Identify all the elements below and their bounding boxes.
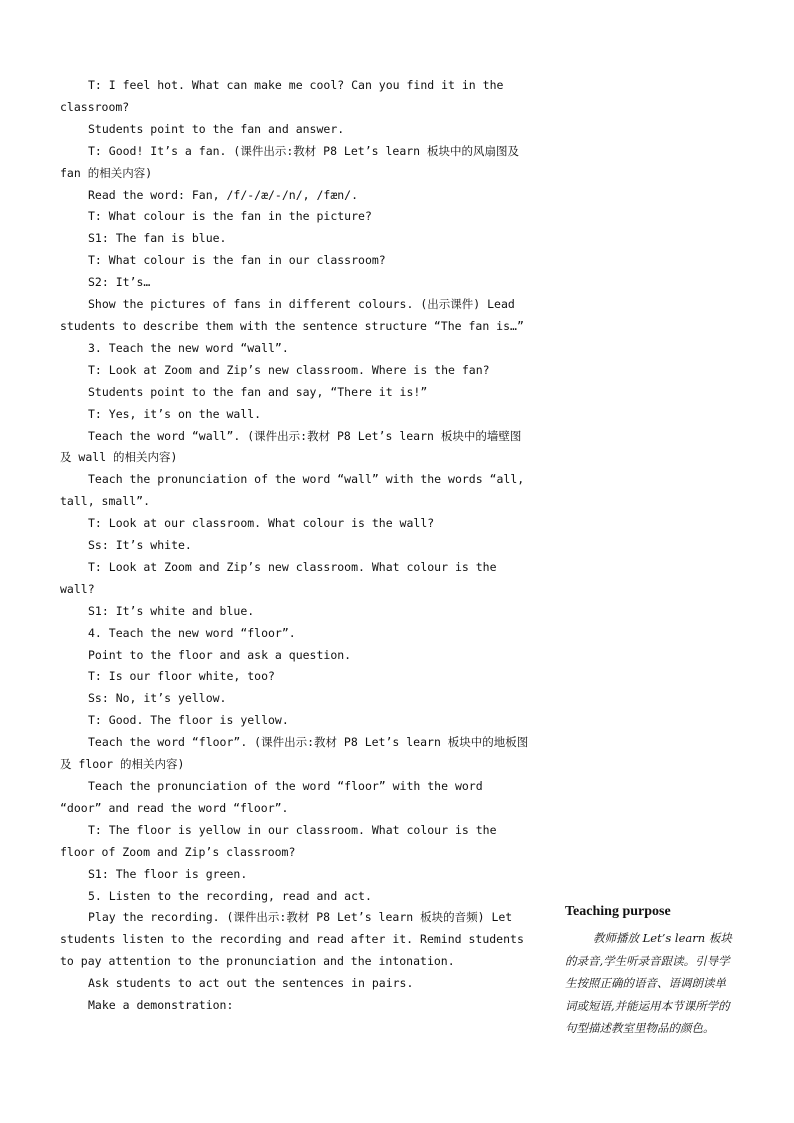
sidebar-heading: Teaching purpose	[565, 904, 671, 919]
section-step: 5. Listen to the recording, read and act.	[88, 888, 372, 903]
paragraph: T: Look at our classroom. What colour is the wall?	[88, 516, 435, 531]
paragraph: Teach the word “floor”. (课件出示:教材 P8 Let’s learn 板块中的地板图及 floor 的相关内容)	[60, 735, 529, 772]
paragraph: Students point to the fan and say, “There it is!”	[88, 384, 428, 399]
paragraph: S1: The fan is blue.	[88, 231, 227, 246]
paragraph: S1: It’s white and blue.	[88, 603, 255, 618]
sidebar-body: 教师播放 Let’s learn 板块的录音,学生听录音跟读。引导学生按照正确的语音、语调朗读单词或短语,并能运用本节课所学的句型描述教室里物品的颜色。	[565, 931, 732, 1035]
paragraph: Teach the word “wall”. (课件出示:教材 P8 Let’s learn 板块中的墙壁图及 wall 的相关内容)	[60, 428, 522, 465]
paragraph: Ss: No, it’s yellow.	[88, 691, 227, 706]
paragraph: T: Yes, it’s on the wall.	[88, 406, 262, 421]
paragraph: T: What colour is the fan in the picture?	[88, 209, 372, 224]
teaching-purpose-sidebar	[565, 902, 737, 1040]
paragraph: Play the recording. (课件出示:教材 P8 Let’s learn 板块的音频) Let students listen to the recording and read after it. Remind students to pay attention to the pronunciation and the intonation.	[60, 910, 524, 969]
paragraph: T: I feel hot. What can make me cool? Can you find it in the classroom?	[60, 78, 504, 114]
paragraph: T: Is our floor white, too?	[88, 669, 275, 684]
paragraph: Teach the pronunciation of the word “floor” with the word “door” and read the word “floor”.	[60, 779, 483, 815]
paragraph: T: Good! It’s a fan. (课件出示:教材 P8 Let’s learn 板块中的风扇图及 fan 的相关内容)	[60, 143, 520, 180]
section-step: 4. Teach the new word “floor”.	[88, 625, 296, 640]
section-step: 3. Teach the new word “wall”.	[88, 340, 289, 355]
paragraph: Ss: It’s white.	[88, 538, 192, 553]
paragraph: Show the pictures of fans in different colours. (出示课件) Lead students to describe them with the sentence structure “The fan is…”	[60, 297, 524, 333]
paragraph: T: What colour is the fan in our classroom?	[88, 253, 386, 268]
paragraph: T: Look at Zoom and Zip’s new classroom. What colour is the wall?	[60, 559, 497, 596]
main-column	[60, 75, 530, 1017]
paragraph: Students point to the fan and answer.	[88, 121, 345, 136]
paragraph: Teach the pronunciation of the word “wall” with the words “all, tall, small”.	[60, 472, 525, 509]
paragraph: S1: The floor is green.	[88, 866, 248, 881]
paragraph: Read the word: Fan, /f/-/æ/-/n/, /fæn/.	[88, 187, 359, 202]
paragraph: Make a demonstration:	[88, 998, 234, 1013]
paragraph: S2: It’s…	[88, 275, 151, 290]
paragraph: T: The floor is yellow in our classroom. What colour is the floor of Zoom and Zip’s classroom?	[60, 822, 497, 859]
paragraph: Point to the floor and ask a question.	[88, 647, 352, 662]
paragraph: T: Good. The floor is yellow.	[88, 713, 289, 728]
paragraph: Ask students to act out the sentences in pairs.	[88, 976, 414, 991]
paragraph: T: Look at Zoom and Zip’s new classroom. Where is the fan?	[88, 362, 490, 377]
